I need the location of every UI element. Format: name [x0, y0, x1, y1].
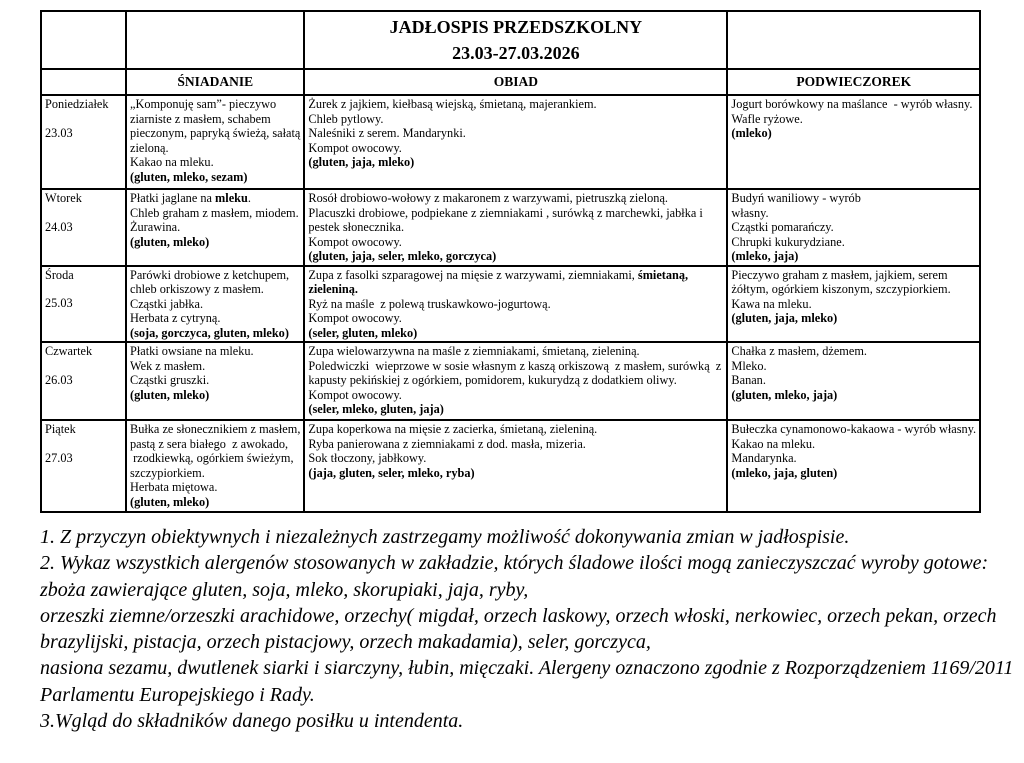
- day-name: Poniedziałek: [45, 97, 109, 111]
- day-name: Środa: [45, 267, 74, 282]
- meal-line: Bułka ze słonecznikiem z masłem,: [130, 422, 301, 436]
- meal-line: (mleko): [731, 126, 772, 140]
- meal-line: szczypiorkiem.: [130, 465, 205, 480]
- meal-line: Mandarynka.: [731, 451, 797, 465]
- meal-line: Płatki owsiane na mleku.: [130, 344, 254, 358]
- meal-line: żółtym, ogórkiem kiszonym, szczypiorkiem.: [731, 282, 951, 296]
- meal-line: kapusty pekińskiej z ogórkiem, pomidorem, kukurydzą z dodatkiem oliwy.: [308, 373, 677, 387]
- meal-line: Kakao na mleku.: [731, 436, 816, 451]
- meal-line: Kakao na mleku.: [130, 155, 214, 169]
- menu-title: JADŁOSPIS PRZEDSZKOLNY: [389, 17, 643, 37]
- meal-line: pastą z sera białego z awokado,: [130, 436, 289, 451]
- meal-line: (gluten, mleko): [130, 387, 210, 402]
- day-cell: [41, 266, 126, 343]
- meal-line: Herbata miętowa.: [130, 480, 218, 494]
- meal-line: (gluten, mleko): [130, 494, 210, 509]
- meal-cell-obiad: [304, 266, 727, 343]
- day-cell: [41, 342, 126, 420]
- meal-line: Poledwiczki wieprzowe w sosie własnym z kaszą orkiszową z masłem, surówką z: [308, 358, 722, 373]
- meal-line: (jaja, gluten, seler, mleko, ryba): [308, 465, 475, 480]
- meal-line: Kompot owocowy.: [308, 140, 402, 155]
- note-line: Parlamentu Europejskiego i Rady.: [40, 683, 315, 706]
- meal-line: Kompot owocowy.: [308, 311, 402, 325]
- meal-line: Chleb graham z masłem, miodem.: [130, 205, 299, 220]
- meal-line: własny.: [731, 205, 769, 220]
- header-empty-day: [41, 69, 126, 95]
- meal-line: Żurek z jajkiem, kiełbasą wiejską, śmietaną, majerankiem.: [308, 97, 597, 111]
- meal-line: Herbata z cytryną.: [130, 311, 221, 325]
- meal-line: Parówki drobiowe z ketchupem,: [130, 267, 290, 282]
- note-line: brazylijski, pistacja, orzech pistacjowy, orzech makadamia), seler, gorczyca,: [40, 631, 651, 654]
- meal-line: Chałka z masłem, dżemem.: [731, 344, 867, 358]
- meal-line: (soja, gorczyca, gluten, mleko): [130, 325, 289, 340]
- meal-line: Zupa koperkowa na mięsie z zacierka, śmietaną, zieleniną.: [308, 422, 598, 436]
- meal-line: zieleniną.: [308, 282, 358, 296]
- meal-cell-podwieczorek: [727, 420, 980, 512]
- meal-cell-podwieczorek: [727, 95, 980, 189]
- meal-line: (seler, mleko, gluten, jaja): [308, 402, 444, 416]
- title-row-empty-podwieczorek: [727, 11, 980, 69]
- table-row: [41, 420, 980, 512]
- header-sniadanie: ŚNIADANIE: [126, 69, 304, 95]
- meal-line: (gluten, mleko): [130, 234, 210, 249]
- header-row: [41, 69, 980, 95]
- meal-line: Ryż na maśle z polewą truskawkowo-jogurtową.: [308, 296, 551, 311]
- meal-line: Placuszki drobiowe, podpiekane z ziemniakami , surówką z marchewki, jabłka i: [308, 205, 703, 220]
- meal-line: Banan.: [731, 373, 766, 387]
- meal-line: (gluten, jaja, seler, mleko, gorczyca): [308, 249, 497, 263]
- meal-line: Naleśniki z serem. Mandarynki.: [308, 126, 466, 140]
- meal-line: chleb orkiszowy z masłem.: [130, 282, 264, 296]
- title-row-empty-day: [41, 11, 126, 69]
- meal-line: Mleko.: [731, 358, 767, 373]
- meal-cell-sniadanie: [126, 266, 304, 343]
- note-line: nasiona sezamu, dwutlenek siarki i siarczyny, łubin, mięczaki. Alergeny oznaczono zgodnie z Rozporządzeniem 1169/2011: [40, 657, 1014, 680]
- day-cell: [41, 95, 126, 189]
- meal-line: Sok tłoczony, jabłkowy.: [308, 451, 427, 465]
- day-cell: [41, 420, 126, 512]
- day-date: 27.03: [45, 450, 73, 465]
- meal-line: „Komponuję sam”- pieczywo: [130, 97, 277, 111]
- meal-line: Chrupki kukurydziane.: [731, 234, 845, 249]
- table-row: [41, 266, 980, 343]
- meal-line: Żurawina.: [130, 220, 181, 234]
- day-name: Wtorek: [45, 191, 82, 205]
- meal-line: Kawa na mleku.: [731, 296, 812, 311]
- meal-cell-sniadanie: [126, 420, 304, 512]
- table-row: [41, 189, 980, 266]
- meal-line: ziarniste z masłem, schabem: [130, 111, 271, 126]
- meal-line: pestek słonecznika.: [308, 220, 405, 234]
- meal-line: Budyń waniliowy - wyrób: [731, 191, 861, 205]
- footer-notes: [40, 524, 1024, 734]
- meal-line: (gluten, jaja, mleko): [308, 155, 415, 169]
- title-cell: [304, 11, 727, 69]
- meal-line: (mleko, jaja, gluten): [731, 465, 838, 480]
- meal-line: (seler, gluten, mleko): [308, 325, 418, 340]
- title-row-empty-sniadanie: [126, 11, 304, 69]
- table-row: [41, 342, 980, 420]
- meal-cell-obiad: [304, 95, 727, 189]
- meal-cell-obiad: [304, 189, 727, 266]
- meal-line: pieczonym, papryką świeżą, sałatą: [130, 126, 301, 140]
- meal-line: Cząstki gruszki.: [130, 373, 210, 387]
- meal-line: rzodkiewką, ogórkiem świeżym,: [130, 451, 294, 465]
- meal-cell-sniadanie: [126, 95, 304, 189]
- meal-line: Ryba panierowana z ziemniakami z dod. masła, mizeria.: [308, 436, 586, 451]
- meal-line: Zupa wielowarzywna na maśle z ziemniakami, śmietaną, zieleniną.: [308, 344, 640, 358]
- day-date: 26.03: [45, 372, 73, 387]
- note-line: zboża zawierające gluten, soja, mleko, skorupiaki, jaja, ryby,: [40, 578, 529, 601]
- menu-date-range: 23.03-27.03.2026: [452, 43, 580, 63]
- day-cell: [41, 189, 126, 266]
- meal-line: Rosół drobiowo-wołowy z makaronem z warzywami, pietruszką zieloną.: [308, 191, 668, 205]
- meal-cell-obiad: [304, 342, 727, 420]
- day-name: Czwartek: [45, 344, 93, 358]
- meal-cell-obiad: [304, 420, 727, 512]
- meal-line: Cząstki pomarańczy.: [731, 220, 834, 234]
- meal-cell-podwieczorek: [727, 342, 980, 420]
- meal-line: Wafle ryżowe.: [731, 111, 803, 126]
- meal-line: Wek z masłem.: [130, 358, 206, 373]
- meal-line: Jogurt borówkowy na maślance - wyrób własny.: [731, 97, 973, 111]
- meal-line: zieloną.: [130, 140, 169, 155]
- header-podwieczorek: PODWIECZOREK: [727, 69, 980, 95]
- meal-line: (gluten, mleko, sezam): [130, 169, 248, 184]
- meal-line: Kompot owocowy.: [308, 387, 402, 402]
- note-line: 1. Z przyczyn obiektywnych i niezależnych zastrzegamy możliwość dokonywania zmian w jadłospisie.: [40, 526, 850, 548]
- meal-line: (gluten, jaja, mleko): [731, 311, 838, 325]
- meal-line: Bułeczka cynamonowo-kakaowa - wyrób własny.: [731, 422, 977, 436]
- meal-line: Cząstki jabłka.: [130, 296, 204, 311]
- meal-cell-podwieczorek: [727, 189, 980, 266]
- meal-line: Pieczywo graham z masłem, jajkiem, serem: [731, 267, 948, 282]
- day-date: 25.03: [45, 296, 73, 310]
- meal-cell-sniadanie: [126, 189, 304, 266]
- day-date: 24.03: [45, 219, 73, 234]
- meal-line: Chleb pytlowy.: [308, 111, 384, 126]
- meal-line: Płatki jaglane na mleku.: [130, 191, 251, 205]
- meal-cell-sniadanie: [126, 342, 304, 420]
- meal-cell-podwieczorek: [727, 266, 980, 343]
- note-line: orzeszki ziemne/orzeszki arachidowe, orzechy( migdał, orzech laskowy, orzech włoski, nerkowiec, orzech pekan, orzech: [40, 604, 997, 627]
- meal-line: (mleko, jaja): [731, 249, 799, 263]
- note-line: 2. Wykaz wszystkich alergenów stosowanych w zakładzie, których śladowe ilości mogą zanieczyszczać wyroby gotowe:: [40, 552, 989, 575]
- menu-table: [40, 10, 981, 513]
- meal-line: (gluten, mleko, jaja): [731, 387, 838, 402]
- table-row: [41, 95, 980, 189]
- day-name: Piątek: [45, 422, 76, 436]
- meal-line: Zupa z fasolki szparagowej na mięsie z warzywami, ziemniakami, śmietaną,: [308, 267, 689, 282]
- header-obiad: OBIAD: [304, 69, 727, 95]
- meal-line: Kompot owocowy.: [308, 234, 402, 249]
- note-line: 3.Wgląd do składników danego posiłku u intendenta.: [40, 710, 464, 733]
- menu-body: [41, 95, 980, 512]
- title-row: [41, 11, 980, 69]
- day-date: 23.03: [45, 125, 73, 140]
